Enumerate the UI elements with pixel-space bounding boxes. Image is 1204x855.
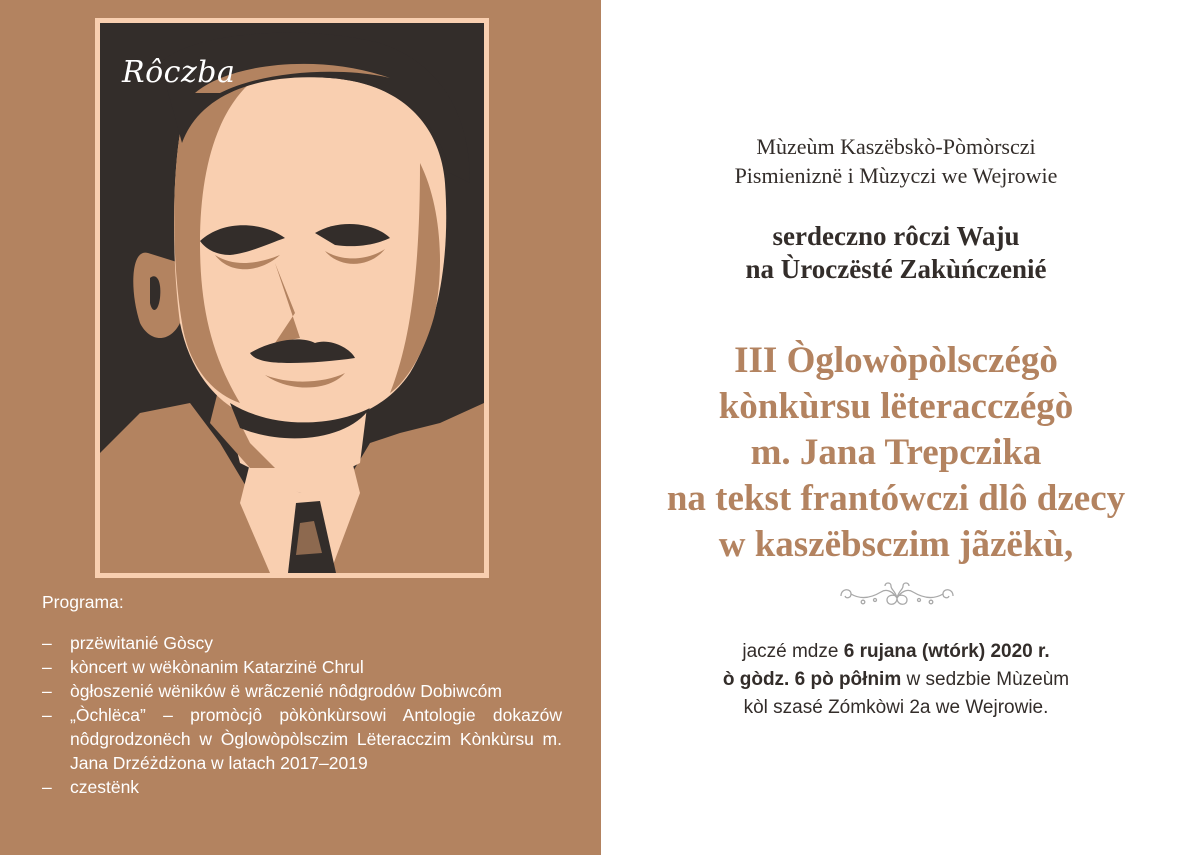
program-item-text: „Òchlëca” – promòcjô pòkònkùrsowi Antologie dokazów nôdgrodzonëch w Òglowòpòlsczim Lëteracczim Kònkùrsu m. Jana Drzéżdżona w latach 2017–2019 — [70, 705, 562, 773]
museum-name — [601, 132, 1191, 190]
right-panel — [601, 0, 1204, 855]
program-item-text: przëwitanié Gòscy — [70, 633, 213, 653]
event-date-line — [601, 638, 1191, 666]
program-item — [42, 775, 562, 799]
contest-title-line: m. Jana Trepczika — [750, 432, 1042, 473]
left-panel — [0, 0, 601, 855]
contest-title-line: w kaszëbsczim jãzëkù, — [718, 524, 1074, 565]
program-item-text: czestënk — [70, 777, 140, 797]
event-time-line — [601, 666, 1191, 694]
invitation-line-1: serdeczno rôczi Waju — [772, 221, 1020, 251]
program-item — [42, 631, 562, 655]
museum-name-line-1: Mùzeùm Kaszëbskò-Pòmòrsczi — [756, 134, 1036, 159]
program-list — [42, 631, 562, 799]
contest-title-line: kònkùrsu lëteracczégò — [718, 386, 1074, 427]
portrait-frame — [95, 18, 489, 578]
program-section — [42, 590, 562, 799]
portrait-illustration — [100, 23, 484, 573]
event-time: ò gòdz. 6 pò pôłnim — [722, 669, 902, 690]
program-item — [42, 679, 562, 703]
venue-prefix: w sedzbie Mùzeùm — [901, 669, 1070, 690]
list-dash: – — [42, 633, 52, 653]
program-item-text: ògłoszenié wëników ë wrãczenié nôdgrodów Dobiwcóm — [70, 681, 502, 701]
invitation-heading — [601, 220, 1191, 286]
event-address: kòl szasé Zómkòwi 2a we Wejrowie. — [743, 697, 1049, 718]
contest-title-line: III Òglowòpòlsczégò — [734, 340, 1058, 381]
event-details — [601, 638, 1191, 722]
contest-title-line: na tekst frantówczi dlô dzecy — [666, 478, 1126, 519]
list-dash: – — [42, 705, 52, 725]
list-dash: – — [42, 681, 52, 701]
program-item — [42, 703, 562, 775]
program-title: Programa: — [42, 592, 124, 612]
list-dash: – — [42, 657, 52, 677]
list-dash: – — [42, 777, 52, 797]
portrait-caption: Rôczba — [122, 55, 236, 90]
museum-name-line-2: Pismieniznë i Mùzyczi we Wejrowie — [734, 163, 1058, 188]
event-date: 6 rujana (wtórk) 2020 r. — [843, 641, 1050, 662]
portrait-image — [100, 23, 484, 573]
invitation-line-2: na Ùroczësté Zakùńczenié — [745, 254, 1047, 284]
contest-title — [601, 338, 1191, 568]
date-prefix: jaczé mdze — [742, 641, 844, 662]
program-item-text: kòncert w wëkònanim Katarzinë Chrul — [70, 657, 364, 677]
flourish-ornament-icon — [837, 578, 957, 610]
program-item — [42, 655, 562, 679]
